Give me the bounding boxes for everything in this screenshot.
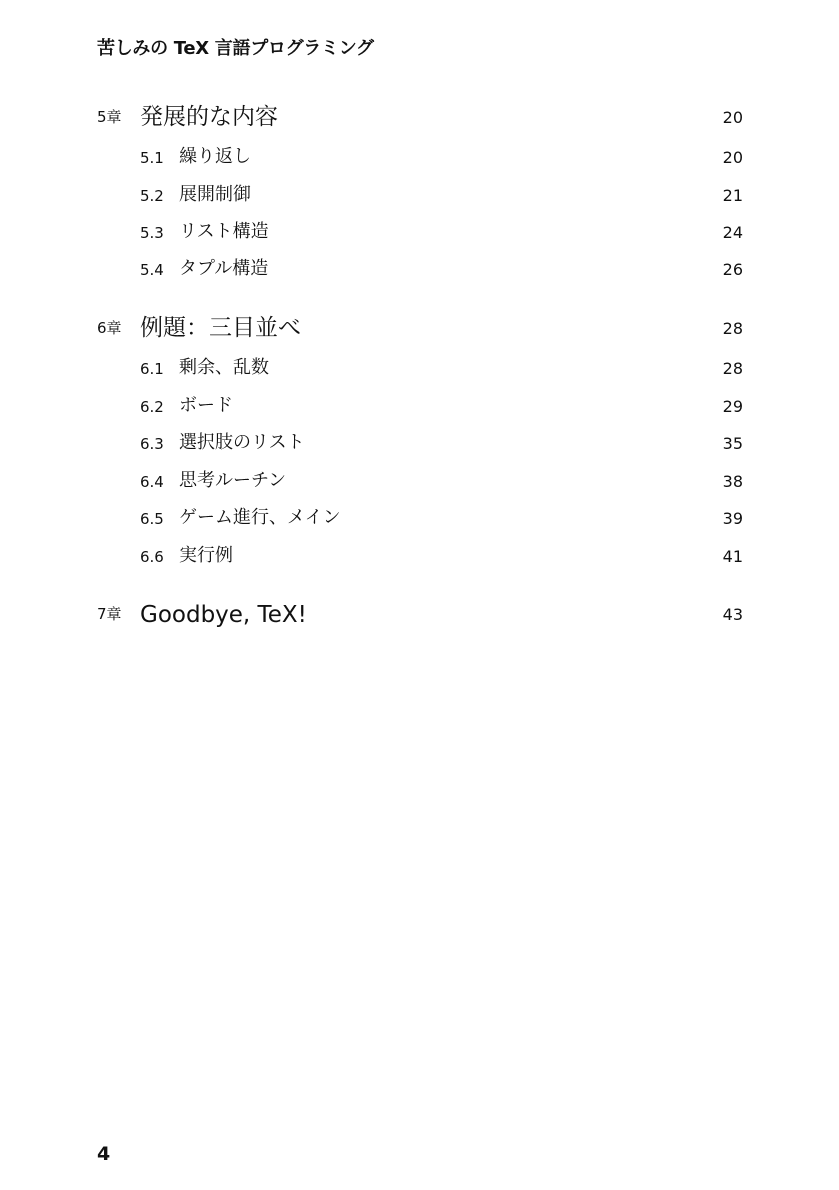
section-title: タプル構造: [179, 258, 269, 279]
toc-chapter-7[interactable]: [97, 596, 743, 630]
page-number: 4: [97, 1143, 111, 1165]
section-number: 6.2: [140, 398, 164, 416]
toc-section-5-1[interactable]: [140, 145, 743, 171]
toc-section-6-2[interactable]: [140, 394, 743, 420]
chapter-title: 例題：三目並べ: [140, 315, 301, 341]
section-number: 6.5: [140, 510, 164, 528]
section-number: 5.2: [140, 187, 164, 205]
toc-section-5-3[interactable]: [140, 220, 743, 246]
toc-section-6-4[interactable]: [140, 469, 743, 495]
chapter-page-number: 43: [722, 605, 743, 624]
section-title: ゲーム進行、メイン: [179, 507, 341, 528]
section-page-number: 26: [722, 260, 743, 279]
toc-chapter-5[interactable]: [97, 99, 743, 133]
section-title: 剰余、乱数: [179, 357, 269, 378]
section-page-number: 35: [722, 434, 743, 453]
section-page-number: 28: [722, 359, 743, 378]
chapter-title: 発展的な内容: [140, 104, 278, 130]
section-title: 実行例: [179, 545, 233, 566]
chapter-page-number: 28: [722, 319, 743, 338]
section-page-number: 38: [722, 472, 743, 491]
section-number: 6.3: [140, 435, 164, 453]
toc-section-6-5[interactable]: [140, 506, 743, 532]
section-title: 思考ルーチン: [179, 470, 287, 491]
toc-chapter-6[interactable]: [97, 310, 743, 344]
section-number: 5.1: [140, 149, 164, 167]
chapter-title: Goodbye, TeX!: [140, 602, 307, 628]
section-title: 選択肢のリスト: [179, 432, 305, 453]
section-number: 5.3: [140, 224, 164, 242]
toc-section-6-6[interactable]: [140, 544, 743, 570]
section-title: 繰り返し: [179, 146, 251, 167]
section-page-number: 24: [722, 223, 743, 242]
section-title: リスト構造: [179, 221, 269, 242]
chapter-number: 7章: [97, 605, 122, 623]
section-title: ボード: [179, 395, 233, 416]
section-title: 展開制御: [179, 184, 251, 205]
toc-section-5-4[interactable]: [140, 257, 743, 283]
toc-section-6-3[interactable]: [140, 431, 743, 457]
section-number: 6.4: [140, 473, 164, 491]
section-page-number: 41: [722, 547, 743, 566]
section-number: 5.4: [140, 261, 164, 279]
toc-section-5-2[interactable]: [140, 183, 743, 209]
section-page-number: 20: [722, 148, 743, 167]
chapter-page-number: 20: [722, 108, 743, 127]
chapter-number: 5章: [97, 108, 122, 126]
section-page-number: 39: [722, 509, 743, 528]
toc-section-6-1[interactable]: [140, 356, 743, 382]
section-number: 6.6: [140, 548, 164, 566]
section-number: 6.1: [140, 360, 164, 378]
section-page-number: 29: [722, 397, 743, 416]
section-page-number: 21: [722, 186, 743, 205]
running-head-title: 苦しみの TeX 言語プログラミング: [97, 38, 374, 59]
chapter-number: 6章: [97, 319, 122, 337]
